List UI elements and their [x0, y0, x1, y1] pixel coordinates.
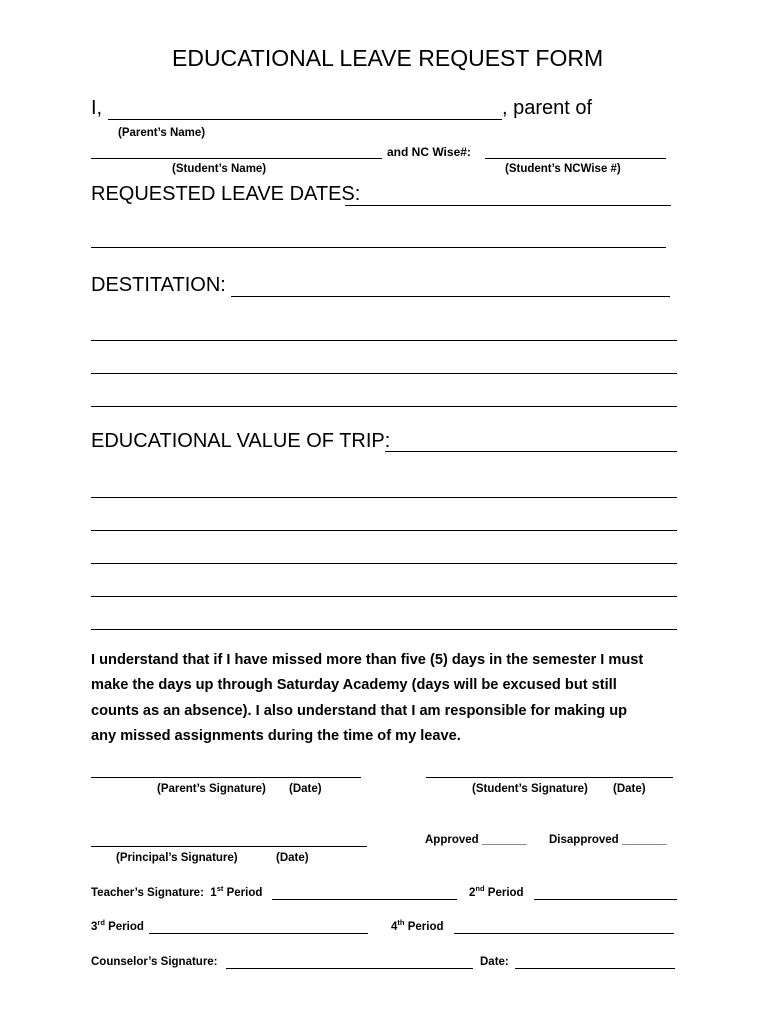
requested-dates-field[interactable] — [345, 205, 671, 206]
approved-option[interactable] — [425, 834, 527, 846]
parent-date-caption: (Date) — [289, 783, 322, 795]
principal-signature-caption: (Principal’s Signature) — [116, 852, 238, 864]
disapproved-label: Disapproved — [549, 834, 619, 846]
disapproved-option[interactable] — [549, 834, 667, 846]
requested-dates-label: REQUESTED LEAVE DATES: — [91, 183, 361, 205]
destination-line-1[interactable] — [91, 340, 677, 341]
destination-line-2[interactable] — [91, 373, 677, 374]
statement-paragraph — [91, 648, 691, 749]
counselor-signature-label: Counselor’s Signature: — [91, 956, 218, 968]
period-1-label: Period — [226, 887, 263, 899]
period-1-suffix: st — [216, 884, 224, 893]
educational-value-line-4[interactable] — [91, 596, 677, 597]
period-4-suffix: th — [397, 918, 405, 927]
parent-signature-field[interactable] — [91, 777, 361, 778]
period-3-label — [91, 918, 144, 933]
educational-value-line-3[interactable] — [91, 563, 677, 564]
intro-prefix: I, — [91, 97, 103, 119]
student-date-caption: (Date) — [613, 783, 646, 795]
approved-blank[interactable]: _______ — [481, 834, 527, 846]
disapproved-blank[interactable]: _______ — [621, 834, 667, 846]
requested-dates-extra-line[interactable] — [91, 247, 666, 248]
student-signature-field[interactable] — [426, 777, 673, 778]
approved-label: Approved — [425, 834, 479, 846]
period-3-number: 3 — [91, 921, 98, 933]
period-3-label-text: Period — [108, 921, 144, 933]
period-3-signature-field[interactable] — [149, 933, 368, 934]
period-4-label-text: Period — [407, 921, 444, 933]
destination-line-3[interactable] — [91, 406, 677, 407]
nc-wise-label: and NC Wise#: — [387, 145, 471, 159]
parent-signature-caption: (Parent’s Signature) — [157, 783, 266, 795]
student-ncwise-caption: (Student’s NCWise #) — [505, 163, 621, 175]
form-title: EDUCATIONAL LEAVE REQUEST FORM — [172, 45, 604, 71]
period-2-signature-field[interactable] — [534, 899, 677, 900]
period-2-suffix: nd — [475, 884, 485, 893]
period-2-label-text: Period — [487, 887, 524, 899]
teacher-label-text: Teacher’s Signature: — [91, 887, 204, 899]
period-4-number: 4 — [391, 921, 398, 933]
period-1-number: 1 — [210, 887, 217, 899]
period-3-suffix: rd — [97, 918, 105, 927]
counselor-date-label: Date: — [480, 956, 509, 968]
principal-signature-field[interactable] — [91, 846, 367, 847]
destination-field[interactable] — [231, 296, 670, 297]
student-ncwise-field[interactable] — [485, 158, 666, 159]
period-2-number: 2 — [469, 887, 476, 899]
counselor-date-field[interactable] — [515, 968, 675, 969]
statement-line: make the days up through Saturday Academy (days will be excused but still — [91, 677, 617, 694]
teacher-signature-label — [91, 884, 263, 899]
destination-label: DESTITATION: — [91, 274, 226, 296]
educational-value-line-2[interactable] — [91, 530, 677, 531]
educational-value-label: EDUCATIONAL VALUE OF TRIP: — [91, 430, 391, 452]
period-1-signature-field[interactable] — [272, 899, 457, 900]
period-4-label — [391, 918, 444, 933]
student-signature-caption: (Student’s Signature) — [472, 783, 588, 795]
educational-value-field[interactable] — [385, 451, 677, 452]
educational-value-line-1[interactable] — [91, 497, 677, 498]
counselor-signature-field[interactable] — [226, 968, 473, 969]
principal-date-caption: (Date) — [276, 852, 309, 864]
period-2-label — [469, 884, 524, 899]
statement-line: any missed assignments during the time of my leave. — [91, 727, 461, 744]
educational-value-line-5[interactable] — [91, 629, 677, 630]
period-4-signature-field[interactable] — [454, 933, 674, 934]
parent-name-caption: (Parent’s Name) — [118, 127, 206, 139]
parent-name-field[interactable] — [108, 119, 502, 120]
intro-suffix: , parent of — [502, 97, 593, 119]
statement-line: counts as an absence). I also understand that I am responsible for making up — [91, 702, 628, 719]
statement-line: I understand that if I have missed more than five (5) days in the semester I must — [91, 652, 644, 668]
student-name-field[interactable] — [91, 158, 382, 159]
student-name-caption: (Student’s Name) — [172, 163, 267, 175]
